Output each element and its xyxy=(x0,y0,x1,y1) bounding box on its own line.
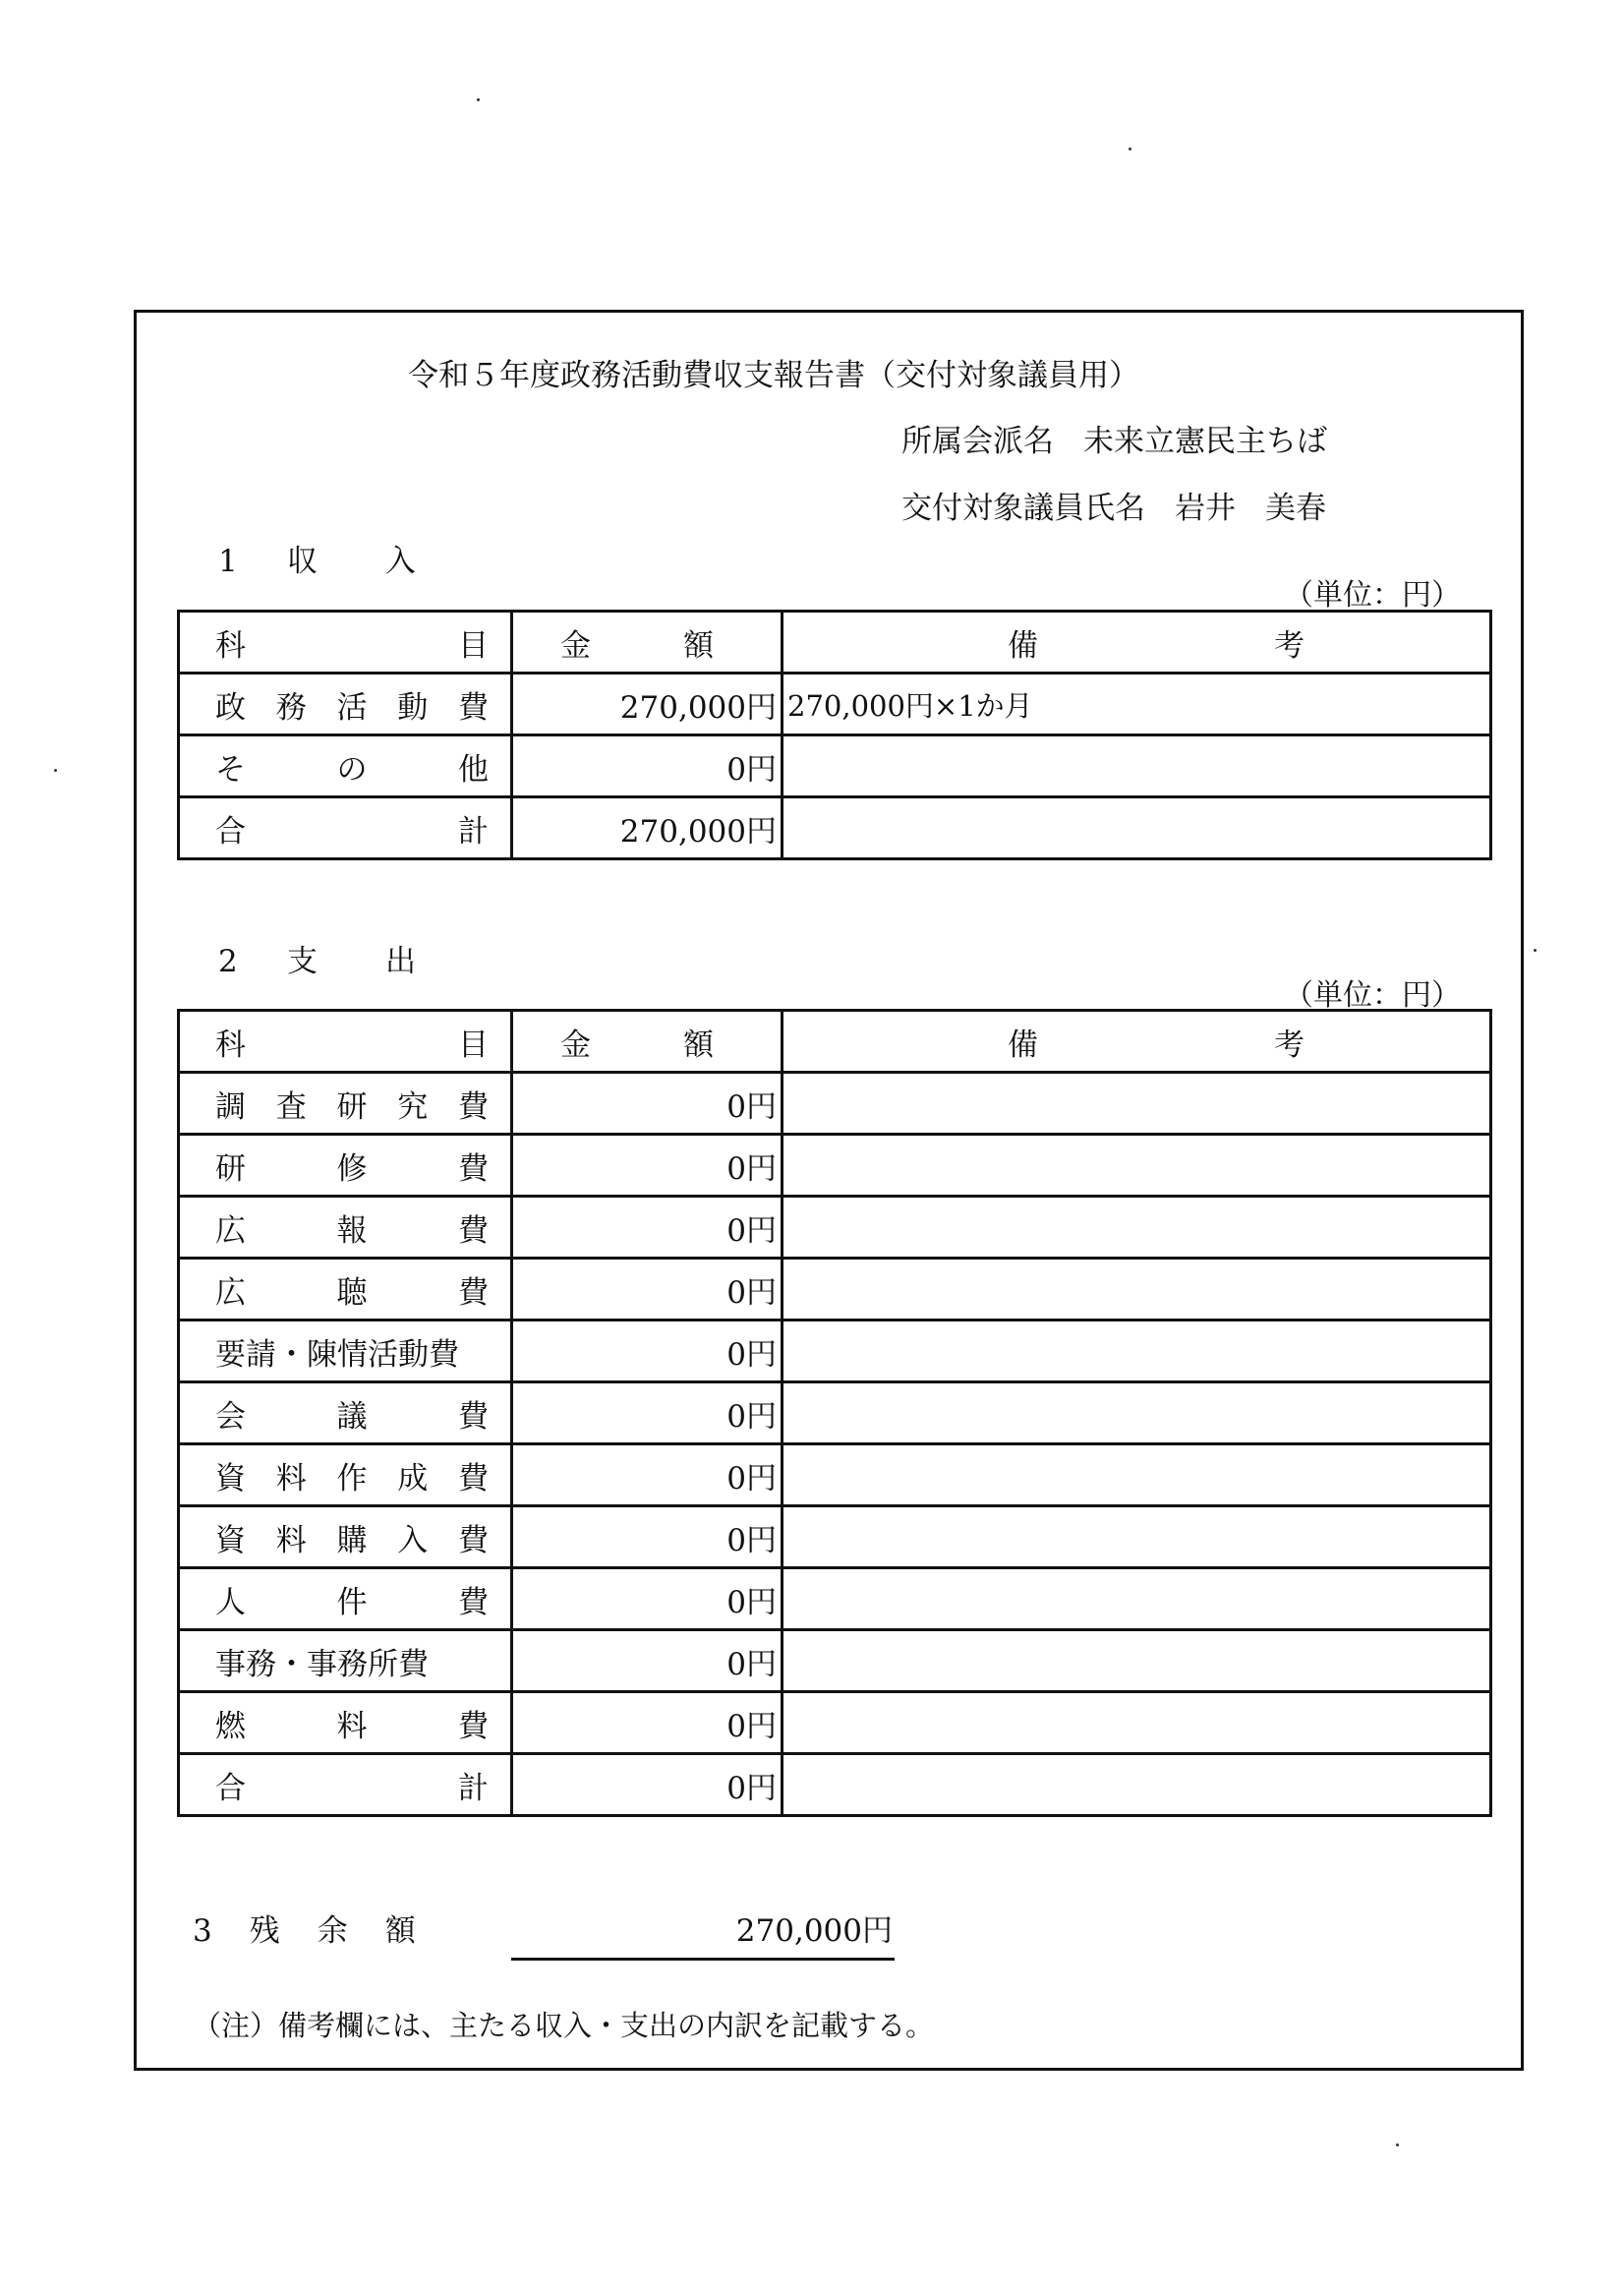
row-category: 人 件 費 xyxy=(179,1568,512,1630)
row-remarks xyxy=(783,1506,1491,1568)
row-remarks xyxy=(783,1630,1491,1692)
header-category: 科 目 xyxy=(179,1011,512,1073)
row-category: 会 議 費 xyxy=(179,1382,512,1444)
row-remarks xyxy=(783,797,1491,859)
table-row xyxy=(179,1321,1491,1382)
row-category: 事務・事務所費 xyxy=(179,1630,512,1692)
row-remarks xyxy=(783,1382,1491,1444)
income-table xyxy=(177,610,1492,860)
row-amount: 0円 xyxy=(512,1135,783,1197)
row-category: 調 査 研 究 費 xyxy=(179,1073,512,1135)
table-header-row xyxy=(179,1011,1491,1073)
member-family-name: 岩井 xyxy=(1175,491,1236,526)
row-remarks: 270,000円×1か月 xyxy=(783,674,1491,735)
row-amount: 0円 xyxy=(512,1506,783,1568)
row-amount: 270,000円 xyxy=(512,674,783,735)
row-remarks xyxy=(783,1135,1491,1197)
residual-label-char: 余 xyxy=(317,1913,348,1949)
row-remarks xyxy=(783,1692,1491,1754)
row-category: 研 修 費 xyxy=(179,1135,512,1197)
row-amount: 0円 xyxy=(512,1321,783,1382)
table-row xyxy=(179,1382,1491,1444)
header-category: 科 目 xyxy=(179,612,512,674)
header-remarks: 備 考 xyxy=(783,612,1491,674)
row-category: 広 聴 費 xyxy=(179,1259,512,1321)
table-row xyxy=(179,1073,1491,1135)
row-amount: 0円 xyxy=(512,1444,783,1506)
row-category: そ の 他 xyxy=(179,735,512,797)
residual-underline xyxy=(511,1958,895,1961)
table-header-row xyxy=(179,612,1491,674)
scan-speck xyxy=(477,98,480,101)
section-number: 3 xyxy=(193,1913,212,1949)
section-title-char: 収 xyxy=(287,544,318,579)
row-category: 資 料 購 入 費 xyxy=(179,1506,512,1568)
scan-speck xyxy=(1396,2143,1399,2146)
member-line xyxy=(901,483,1326,527)
table-row xyxy=(179,674,1491,735)
affiliation-label: 所属会派名 xyxy=(901,424,1054,459)
table-row xyxy=(179,1259,1491,1321)
section-title-char: 支 xyxy=(287,944,318,979)
table-row xyxy=(179,735,1491,797)
table-row xyxy=(179,1444,1491,1506)
row-amount: 0円 xyxy=(512,735,783,797)
residual-label-char: 残 xyxy=(249,1913,280,1949)
row-amount: 0円 xyxy=(512,1568,783,1630)
footnote: （注）備考欄には、主たる収入・支出の内訳を記載する。 xyxy=(193,2009,935,2042)
section-number: 2 xyxy=(218,944,238,979)
row-category: 広 報 費 xyxy=(179,1197,512,1259)
scan-speck xyxy=(54,769,57,772)
row-category: 合 計 xyxy=(179,797,512,859)
report-title: 令和５年度政務活動費収支報告書（交付対象議員用） xyxy=(408,358,1139,393)
expenditure-table xyxy=(177,1009,1492,1817)
row-remarks xyxy=(783,735,1491,797)
expenditure-section-heading xyxy=(218,936,416,980)
row-amount: 0円 xyxy=(512,1382,783,1444)
row-category: 資 料 作 成 費 xyxy=(179,1444,512,1506)
residual-heading xyxy=(193,1906,453,1950)
section-title-char: 入 xyxy=(385,544,416,579)
header-remarks: 備 考 xyxy=(783,1011,1491,1073)
table-total-row xyxy=(179,1754,1491,1816)
member-given-name: 美春 xyxy=(1265,491,1326,526)
table-row xyxy=(179,1692,1491,1754)
row-amount: 270,000円 xyxy=(512,797,783,859)
table-row xyxy=(179,1568,1491,1630)
residual-amount: 270,000円 xyxy=(735,1913,893,1949)
row-amount: 0円 xyxy=(512,1630,783,1692)
row-remarks xyxy=(783,1568,1491,1630)
row-amount: 0円 xyxy=(512,1259,783,1321)
row-amount: 0円 xyxy=(512,1754,783,1816)
row-remarks xyxy=(783,1197,1491,1259)
table-row xyxy=(179,1630,1491,1692)
row-remarks xyxy=(783,1259,1491,1321)
scan-speck xyxy=(1534,949,1537,952)
table-total-row xyxy=(179,797,1491,859)
row-remarks xyxy=(783,1754,1491,1816)
row-amount: 0円 xyxy=(512,1073,783,1135)
row-remarks xyxy=(783,1321,1491,1382)
affiliation-value: 未来立憲民主ちば xyxy=(1083,424,1327,459)
row-category: 要請・陳情活動費 xyxy=(179,1321,512,1382)
row-remarks xyxy=(783,1073,1491,1135)
row-category: 政 務 活 動 費 xyxy=(179,674,512,735)
row-category: 燃 料 費 xyxy=(179,1692,512,1754)
section-title-char: 出 xyxy=(385,944,416,979)
section-number: 1 xyxy=(218,544,238,579)
affiliation-line xyxy=(901,416,1327,460)
residual-label-char: 額 xyxy=(384,1913,416,1949)
income-unit-label: （単位：円） xyxy=(1284,578,1461,613)
row-amount: 0円 xyxy=(512,1692,783,1754)
expenditure-unit-label: （単位：円） xyxy=(1284,978,1461,1013)
table-row xyxy=(179,1506,1491,1568)
header-amount: 金 額 xyxy=(512,1011,783,1073)
table-row xyxy=(179,1197,1491,1259)
member-label: 交付対象議員氏名 xyxy=(901,491,1145,526)
scan-speck xyxy=(1129,147,1131,150)
row-category: 合 計 xyxy=(179,1754,512,1816)
header-amount: 金 額 xyxy=(512,612,783,674)
table-row xyxy=(179,1135,1491,1197)
row-amount: 0円 xyxy=(512,1197,783,1259)
income-section-heading xyxy=(218,536,416,580)
row-remarks xyxy=(783,1444,1491,1506)
